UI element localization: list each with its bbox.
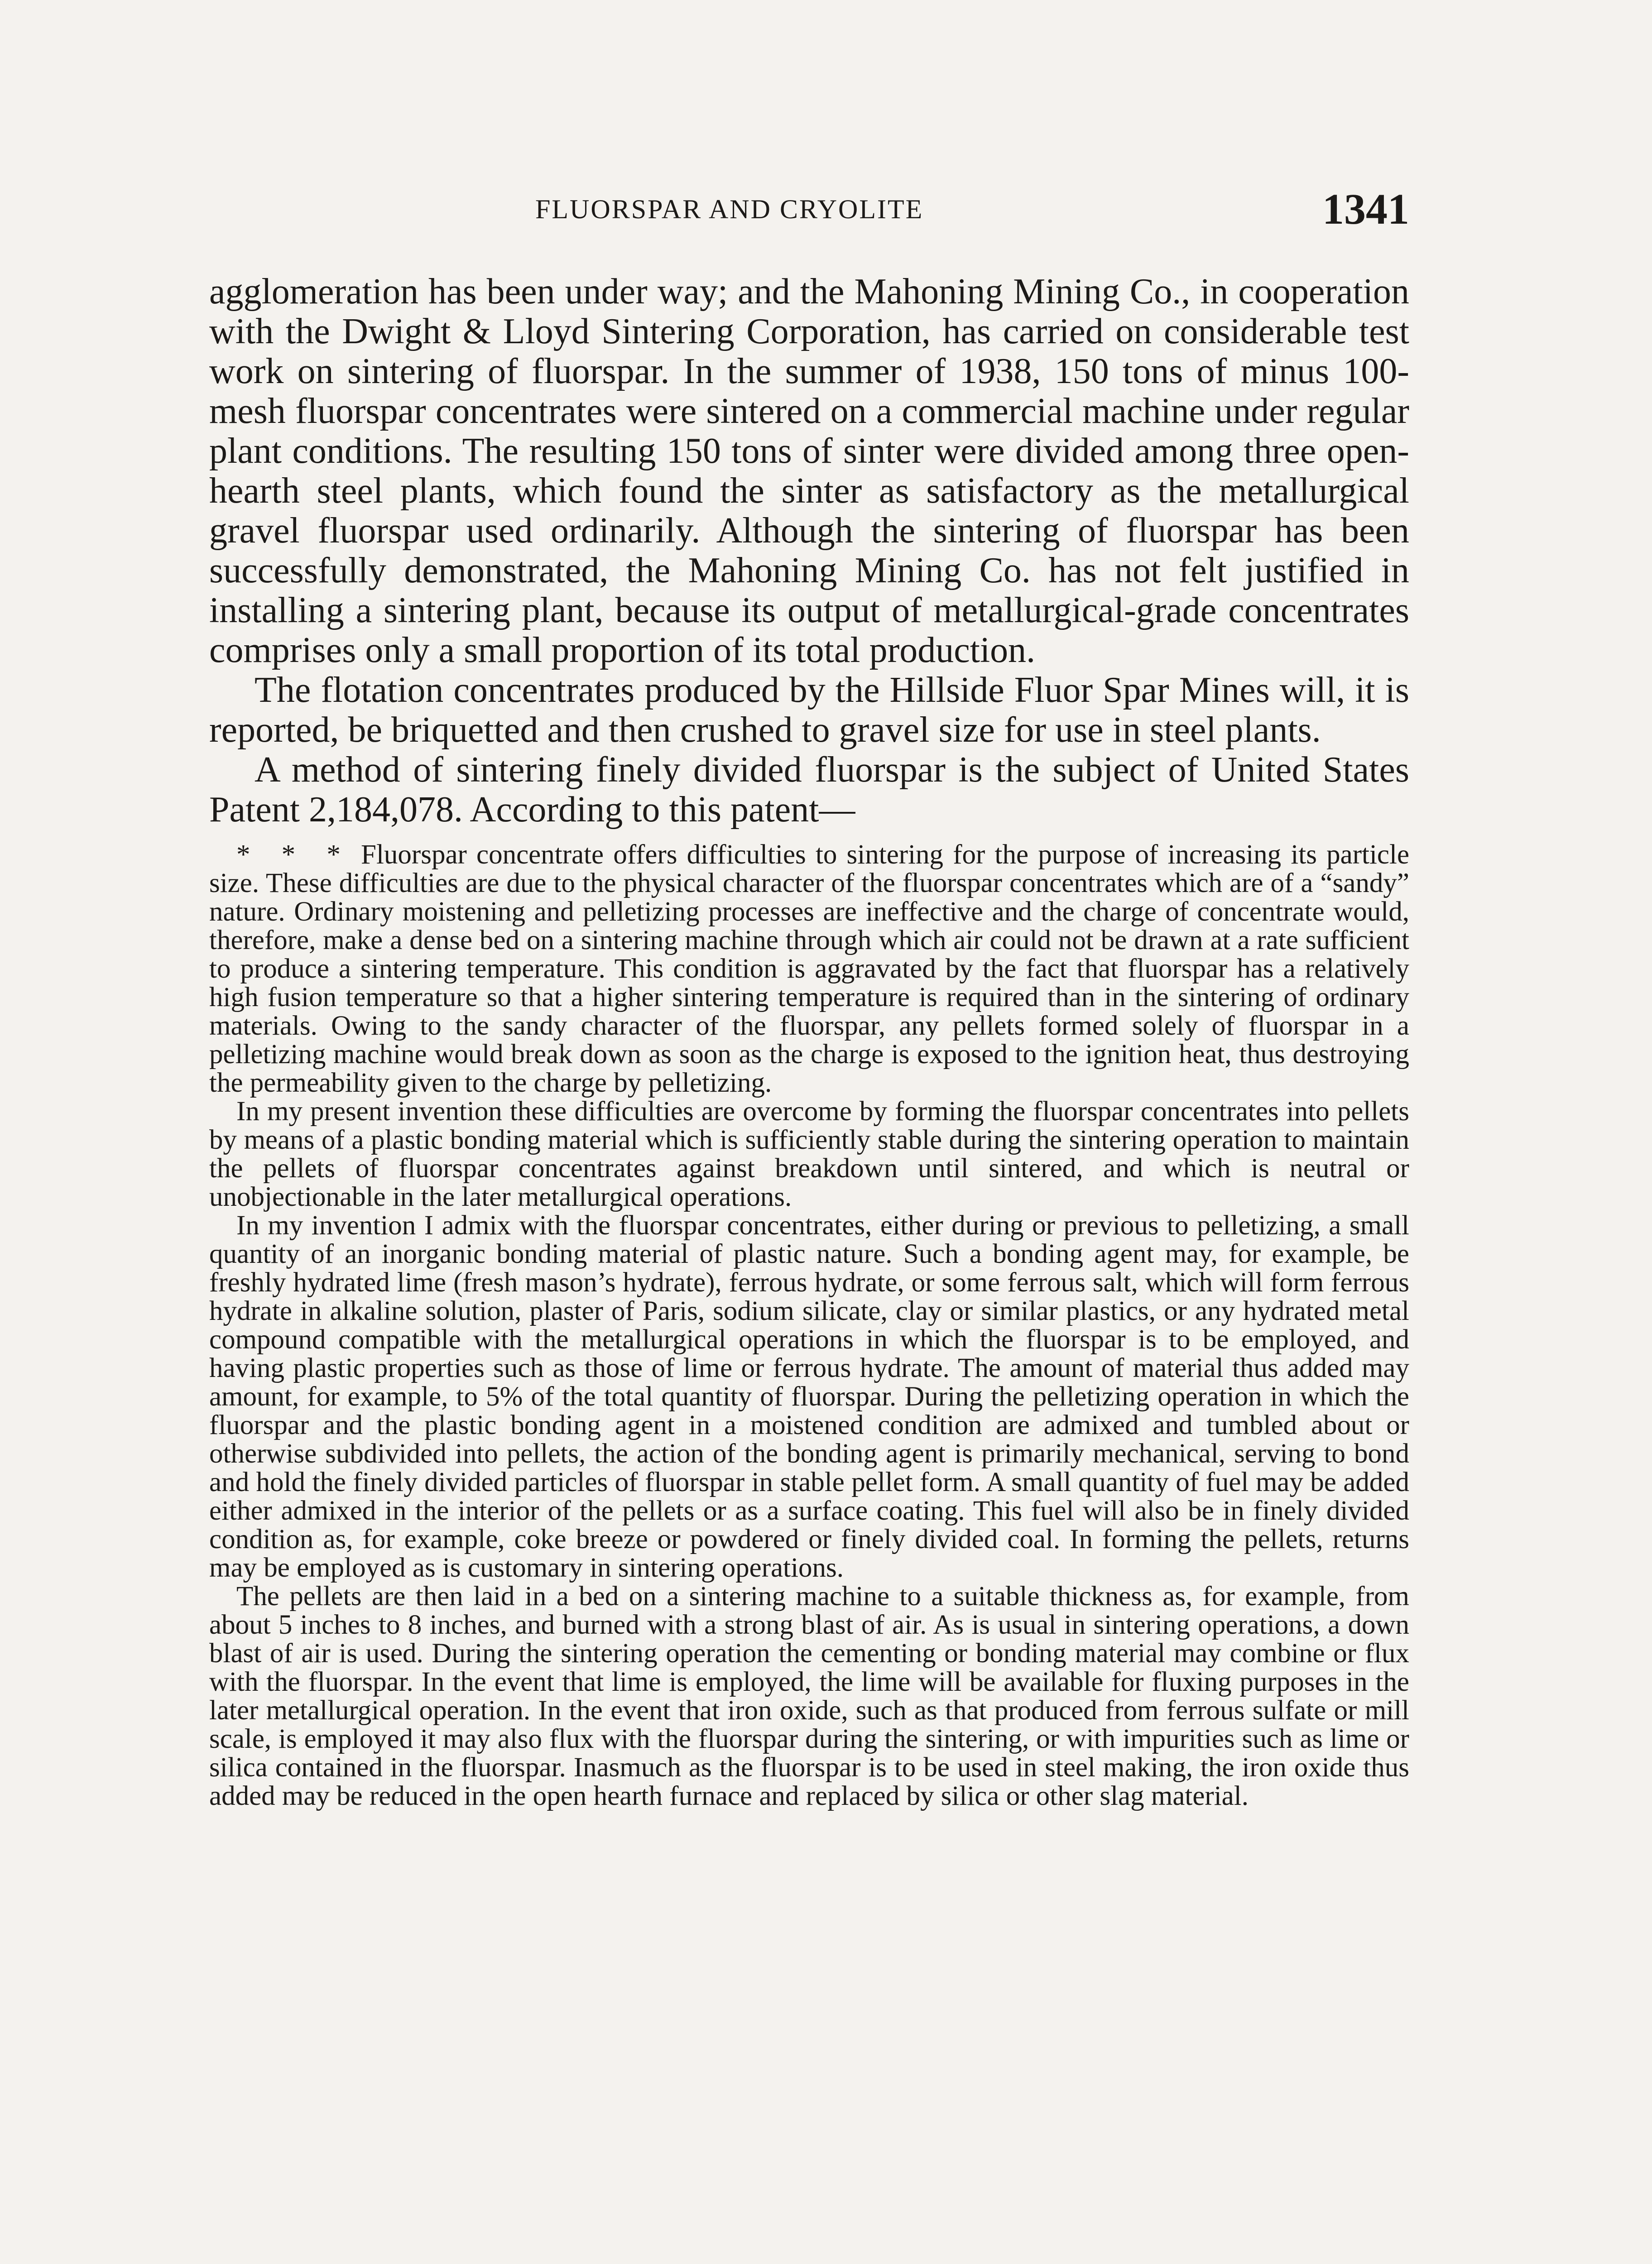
quote-paragraph-present-invention: In my present invention these difficulties are overcome by forming the fluorspar concentrates into pellets by means of a plastic bonding material which is sufficiently stable during the sintering operation to maintain the pellets of fluorspar concentrates against breakdown until sintered, and which is neutral or unobjectionable in the later metallurgical operations. xyxy=(209,1096,1409,1212)
ellipsis-asterisks: * * * xyxy=(236,839,351,870)
quote-paragraph-difficulties-text: Fluorspar concentrate offers difficulties to sintering for the purpose of increasing its particle size. These difficulties are due to the physical character of the fluorspar concentrates which are of a “sandy” nature. Ordinary moistening and pelletizing processes are ineffective and the charge of concentrate would, therefore, make a dense bed on a sintering machine through which air could not be drawn at a rate sufficient to produce a sintering temperature. This condition is aggravated by the fact that fluorspar has a relatively high fusion temperature so that a higher sintering temperature is required than in the sintering of ordinary materials. Owing to the sandy character of the fluorspar, any pellets formed solely of fluorspar in a pelletizing machine would break down as soon as the charge is exposed to the ignition heat, thus destroying the permeability given to the charge by pelletizing. xyxy=(209,839,1410,1098)
document-page xyxy=(209,0,1409,2264)
running-head xyxy=(209,184,1409,238)
quote-paragraph-sintering-bed: The pellets are then laid in a bed on a sintering machine to a suitable thickness as, for example, from about 5 inches to 8 inches, and burned with a strong blast of air. As is usual in sintering operations, a down blast of air is used. During the sintering operation the cementing or bonding material may combine or flux with the fluorspar. In the event that lime is employed, the lime will be available for fluxing purposes in the later metallurgical operation. In the event that iron oxide, such as that produced from ferrous sulfate or mill scale, is employed it may also flux with the fluorspar during the sintering, or with impurities such as lime or silica contained in the fluorspar. Inasmuch as the fluorspar is to be used in steel making, the iron oxide thus added may be reduced in the open hearth furnace and replaced by silica or other slag material. xyxy=(209,1581,1409,1811)
quote-paragraph-difficulties xyxy=(209,840,1409,1097)
paragraph-flotation-concentrates: The flotation concentrates produced by the Hillside Fluor Spar Mines will, it is reported, be briquetted and then crushed to gravel size for use in steel plants. xyxy=(209,670,1409,750)
patent-quotation xyxy=(209,840,1409,1810)
quote-paragraph-bonding-agent: In my invention I admix with the fluorspar concentrates, either during or previous to pelletizing, a small quantity of an inorganic bonding material of plastic nature. Such a bonding agent may, for example, be freshly hydrated lime (fresh mason’s hydrate), ferrous hydrate, or some ferrous salt, which will form ferrous hydrate in alkaline solution, plaster of Paris, sodium silicate, clay or similar plastics, or any hydrated metal compound compatible with the metallurgical operations in which the fluorspar is to be employed, and having plastic properties such as those of lime or ferrous hydrate. The amount of material thus added may amount, for example, to 5% of the total quantity of fluorspar. During the pelletizing operation in which the fluorspar and the plastic bonding agent in a moistened condition are admixed and tumbled about or otherwise subdivided into pellets, the action of the bonding agent is primarily mechanical, serving to bond and hold the finely divided particles of fluorspar in stable pellet form. A small quantity of fuel may be added either admixed in the interior of the pellets or as a surface coating. This fuel will also be in finely divided condition as, for example, coke breeze or powdered or finely divided coal. In forming the pellets, returns may be employed as is customary in sintering operations. xyxy=(209,1210,1409,1583)
body-text xyxy=(209,272,1409,1810)
page-number: 1341 xyxy=(1322,185,1409,233)
paragraph-agglomeration: agglomeration has been under way; and the Mahoning Mining Co., in cooperation with the Dwight & Lloyd Sintering Corporation, has carried on considerable test work on sintering of fluorspar. In the summer of 1938, 150 tons of minus 100-mesh fluorspar concentrates were sintered on a commercial machine under regular plant conditions. The resulting 150 tons of sinter were divided among three open-hearth steel plants, which found the sinter as satisfactory as the metallurgical gravel fluorspar used ordinarily. Although the sintering of fluorspar has been successfully demonstrated, the Mahoning Mining Co. has not felt justified in installing a sintering plant, because its output of metallurgical-grade concentrates comprises only a small proportion of its total production. xyxy=(209,272,1409,670)
running-title: FLUORSPAR AND CRYOLITE xyxy=(535,194,924,224)
paragraph-patent-intro: A method of sintering finely divided fluorspar is the subject of United States Patent 2,184,078. According to this patent— xyxy=(209,750,1409,830)
